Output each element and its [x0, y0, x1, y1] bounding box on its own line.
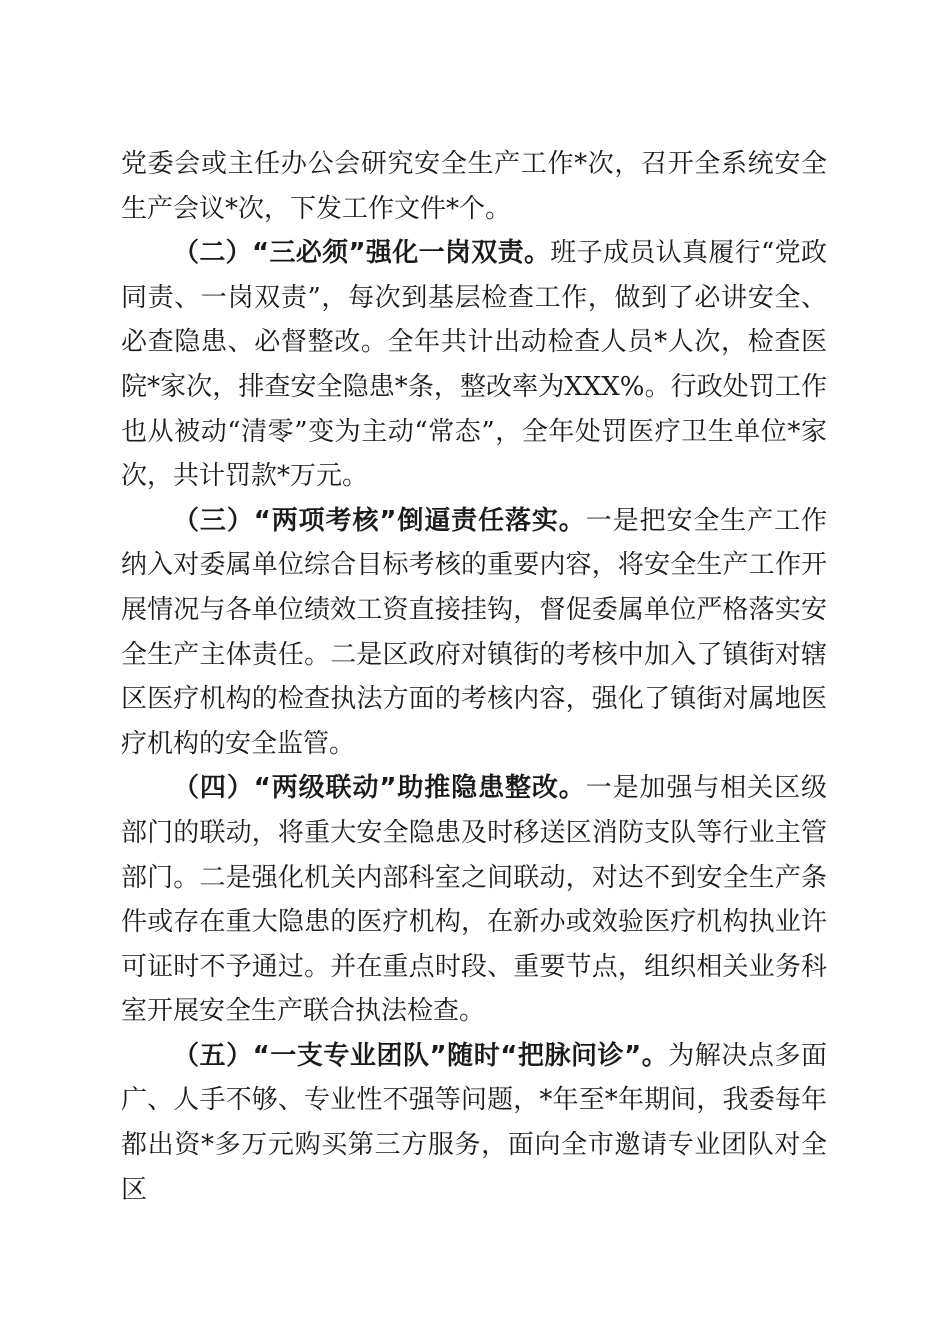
- section-heading: （二）“三必须”强化一岗双责。: [173, 238, 551, 269]
- section-heading: （五）“一支专业团队”随时“把脉问诊”。: [173, 1040, 669, 1071]
- paragraph-text: 班子成员认真履行“党政同责、一岗双责”，每次到基层检查工作，做到了必讲安全、必查隐患、必督整改。全年共计出动检查人员*人次，检查医院*家次，排查安全隐患*条，整改率为XXX%。行政处罚工作也从被动“清零”变为主动“常态”，全年处罚医疗卫生单位*家次，共计罚款*万元。: [121, 238, 827, 492]
- paragraph-text: 一是把安全生产工作纳入对委属单位综合目标考核的重要内容，将安全生产工作开展情况与各单位绩效工资直接挂钩，督促委属单位严格落实安全生产主体责任。二是区政府对镇街的考核中加入了镇街对辖区医疗机构的检查执法方面的考核内容，强化了镇街对属地医疗机构的安全监管。: [121, 505, 827, 759]
- paragraph-text: 党委会或主任办公会研究安全生产工作*次，召开全系统安全生产会议*次，下发工作文件*个。: [121, 149, 827, 224]
- paragraph-text: 一是加强与相关区级部门的联动，将重大安全隐患及时移送区消防支队等行业主管部门。二是强化机关内部科室之间联动，对达不到安全生产条件或存在重大隐患的医疗机构，在新办或效验医疗机构执业许可证时不予通过。并在重点时段、重要节点，组织相关业务科室开展安全生产联合执法检查。: [121, 773, 827, 1027]
- section-paragraph-4: [121, 766, 827, 1034]
- section-heading: （四）“两级联动”助推隐患整改。: [173, 773, 586, 804]
- section-heading: （三）“两项考核”倒逼责任落实。: [173, 505, 586, 536]
- paragraph-text: 为解决点多面广、人手不够、专业性不强等问题，*年至*年期间，我委每年都出资*多万元购买第三方服务，面向全市邀请专业团队对全区: [121, 1040, 827, 1205]
- section-paragraph-3: [121, 499, 827, 767]
- paragraph-continuation: [121, 142, 827, 231]
- section-paragraph-2: [121, 231, 827, 499]
- document-body: [121, 142, 827, 1212]
- section-paragraph-5: [121, 1034, 827, 1212]
